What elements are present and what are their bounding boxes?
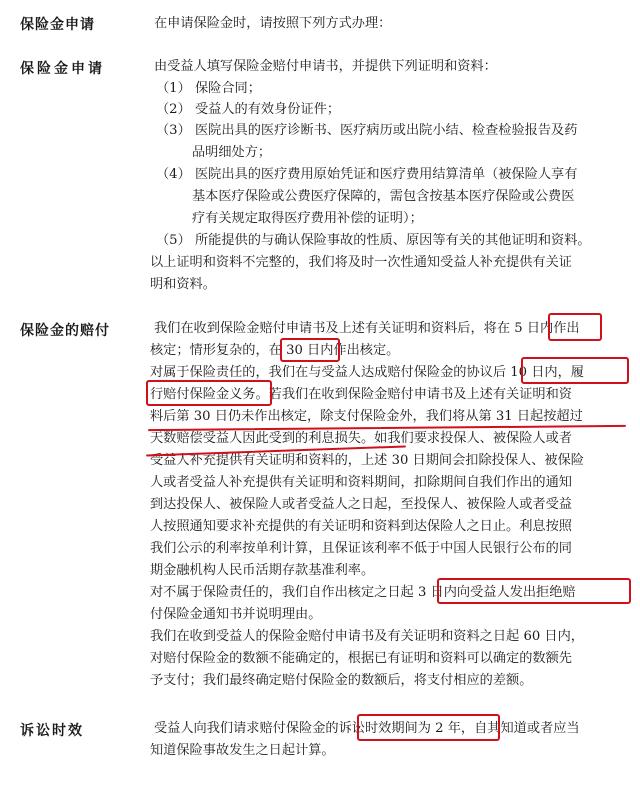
body-line: 付保险金通知书并说明理由。 [150,607,322,622]
body-line: 行赔付保险金义务。若我们在收到保险金赔付申请书及上述有关证明和资 [150,387,572,402]
body-line: 知道保险事故发生之日起计算。 [150,743,335,758]
body-line: 明和资料。 [150,277,216,292]
highlight-box-30-days [280,338,340,362]
body-line: 对属于保险责任的，我们在与受益人达成赔付保险金的协议后 10 日内，履 [150,365,584,380]
body-line: 予支付；我们最终确定赔付保险金的数额后，将支付相应的差额。 [150,673,533,688]
highlight-box-payout-obligation [146,380,272,406]
list-item: （1） 保险合同； [156,81,261,96]
body-line: 期金融机构人民币活期存款基准利率。 [150,563,375,578]
body-line: 受益人向我们请求赔付保险金的诉讼时效期间为 2 年，自其知道或者应当 [154,721,580,736]
body-line: 料后第 30 日仍未作出核定，除支付保险金外，我们将从第 31 日起按超过 [150,409,583,424]
body-line: 受益人补充提供有关证明和资料的，上述 30 日期间会扣除投保人、被保险 [150,453,584,468]
section-title-litigation-limit: 诉讼时效 [20,723,84,739]
body-line: 对赔付保险金的数额不能确定的，根据已有证明和资料可以确定的数额先 [150,651,572,666]
body-line: 我们公示的利率按单利计算，且保证该利率不低于中国人民银行公布的同 [150,541,572,556]
highlight-box-2-years [357,714,500,741]
section-title-insurance-application-1: 保险金申请 [20,17,95,33]
body-line: 人按照通知要求补充提供的有关证明和资料到达保险人之日止。利息按照 [150,519,572,534]
list-item-cont: 疗有关规定取得医疗费用补偿的证明）； [192,211,423,226]
body-line: 天数赔偿受益人因此受到的利息损失。如我们要求投保人、被保险人或者 [150,431,572,446]
body-line: 对不属于保险责任的，我们自作出核定之日起 3 日内向受益人发出拒绝赔 [150,585,576,600]
list-item: （2） 受益人的有效身份证件； [156,102,341,117]
list-item: （4） 医院出具的医疗费用原始凭证和医疗费用结算清单（被保险人享有 [156,167,578,182]
list-item-cont: 基本医疗保险或公费医疗保障的，需包含按基本医疗保险或公费医 [192,189,575,204]
section-title-payout: 保险金的赔付 [20,323,110,339]
body-line: 核定；情形复杂的，在 30 日内作出核定。 [150,343,400,358]
section-1-intro: 在申请保险金时，请按照下列方式办理： [154,16,392,31]
highlight-box-5-days [548,313,602,341]
body-line: 我们在收到受益人的保险金赔付申请书及有关证明和资料之日起 60 日内， [150,629,584,644]
list-item: （5） 所能提供的与确认保险事故的性质、原因等有关的其他证明和资料。 [156,233,591,248]
highlight-box-10-days [521,357,629,384]
body-line: 我们在收到保险金赔付申请书及上述有关证明和资料后，将在 5 日内作出 [154,321,580,336]
body-line: 到达投保人、被保险人或者受益人之日起，至投保人、被保险人或者受益 [150,497,572,512]
list-item-cont: 品明细处方； [192,145,272,160]
highlight-box-3-days [437,578,631,604]
list-item: （3） 医院出具的医疗诊断书、医疗病历或出院小结、检查检验报告及药 [156,123,578,138]
body-line: 由受益人填写保险金赔付申请书，并提供下列证明和资料： [154,59,497,74]
body-line: 人或者受益人补充提供有关证明和资料期间，扣除期间自我们作出的通知 [150,475,572,490]
body-line: 以上证明和资料不完整的，我们将及时一次性通知受益人补充提供有关证 [150,255,572,270]
section-title-insurance-application-2: 保险金申请 [20,61,105,77]
